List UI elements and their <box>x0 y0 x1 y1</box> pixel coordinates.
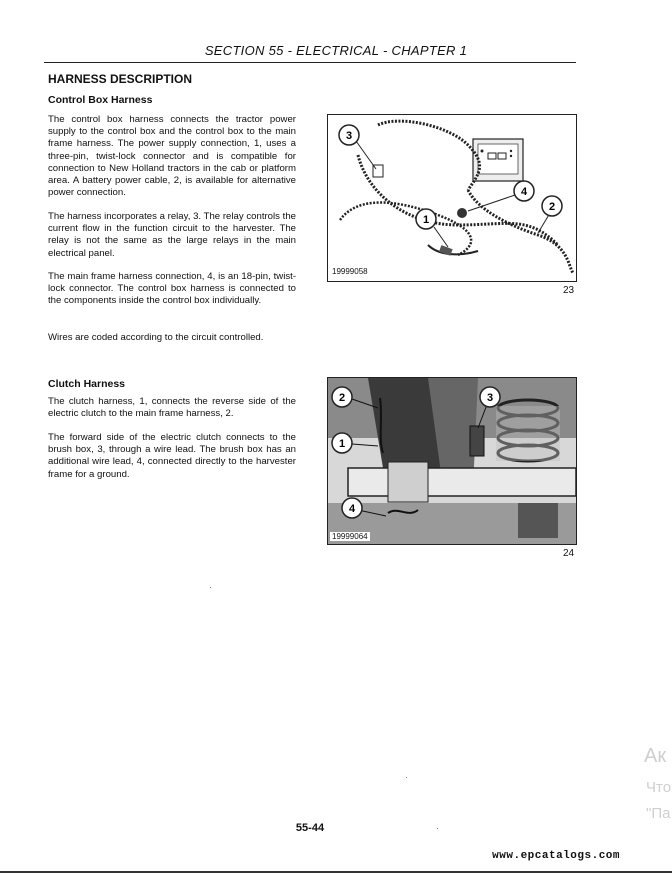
watermark-line-1: Ак <box>644 745 667 767</box>
figure-number: 23 <box>563 285 575 296</box>
callout-2 <box>542 196 562 216</box>
svg-text:2: 2 <box>338 392 346 404</box>
svg-text:1: 1 <box>338 438 346 450</box>
control-box-paragraph-2: The harness incorporates a relay, 3. The relay controls the current flow in the function circuit to the harvester. The relay is not the same as the large relays in the main electrical panel. <box>48 211 296 259</box>
watermark-line-2: Что <box>646 779 672 796</box>
control-box-paragraph-3: The main frame harness connection, 4, is an 18-pin, twist-lock connector. The control box harness is connected to the components inside the control box individually. <box>48 271 296 307</box>
figure-control-box-harness <box>327 114 577 282</box>
svg-text:4: 4 <box>520 186 528 198</box>
scan-dot <box>406 777 407 778</box>
control-box-paragraph-4: Wires are coded according to the circuit controlled. <box>48 332 264 343</box>
clutch-heading: Clutch Harness <box>48 378 126 390</box>
watermark-line-3: "Па <box>646 805 671 822</box>
callout-2 <box>332 387 352 407</box>
page-number: 55-44 <box>295 822 325 834</box>
svg-text:2: 2 <box>548 201 556 213</box>
callout-3 <box>480 387 500 407</box>
footer-url: www.epcatalogs.com <box>492 850 620 862</box>
header-rule <box>44 62 576 63</box>
callout-1 <box>416 209 436 229</box>
callout-3 <box>339 125 359 145</box>
figure-code: 19999064 <box>332 532 368 541</box>
callout-1 <box>332 433 352 453</box>
figure-clutch-harness <box>327 377 577 545</box>
control-box-heading: Control Box Harness <box>48 94 153 106</box>
svg-text:3: 3 <box>345 130 353 142</box>
svg-text:3: 3 <box>486 392 494 404</box>
svg-text:1: 1 <box>422 214 430 226</box>
clutch-paragraph-1: The clutch harness, 1, connects the reverse side of the electric clutch to the main frame harness, 2. <box>48 396 296 420</box>
control-box-paragraph-1: The control box harness connects the tractor power supply to the control box and the control box to the main frame harness. The power supply connection, 1, uses a three-pin, twist-lock connector and is compatible for connection to New Holland tractors in the cab or platform area. A battery power cable, 2, is available for alternative power connection. <box>48 114 296 199</box>
clutch-harness-photo <box>328 378 576 544</box>
control-box-harness-illustration <box>328 115 576 281</box>
figure-code: 19999058 <box>332 267 368 276</box>
section-title: HARNESS DESCRIPTION <box>48 72 193 86</box>
callout-4 <box>514 181 534 201</box>
figure-number: 24 <box>563 548 575 559</box>
callout-4 <box>342 498 362 518</box>
bottom-rule <box>0 871 672 873</box>
scan-dot <box>210 587 211 588</box>
page-header-title: SECTION 55 - ELECTRICAL - CHAPTER 1 <box>204 43 468 58</box>
clutch-paragraph-2: The forward side of the electric clutch connects to the brush box, 3, through a wire lead. The brush box has an additional wire lead, 4, connected directly to the harvester frame for a ground. <box>48 432 296 480</box>
svg-text:4: 4 <box>348 503 356 515</box>
